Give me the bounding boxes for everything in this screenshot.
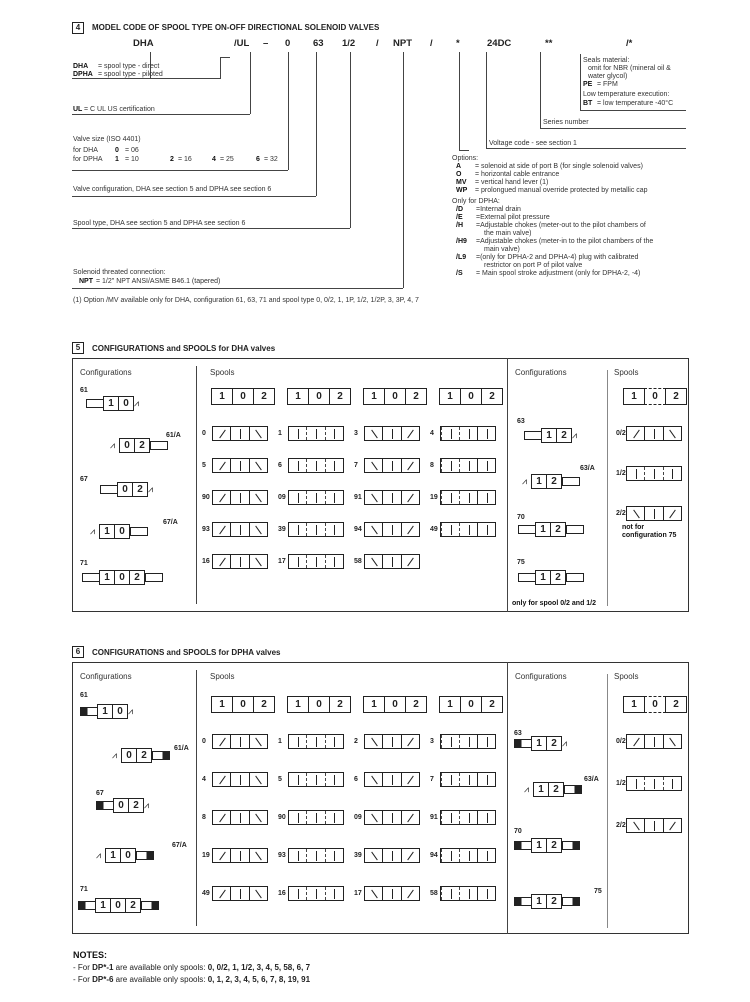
dha-spool-39-symbol: [288, 522, 344, 537]
opt-o: O: [456, 171, 462, 178]
notes-line-2: - For DP*-6 are available only spools: 0, 1, 2, 3, 4, 5, 6, 7, 8, 19, 91: [73, 975, 311, 984]
dpha-size-4-val: = 25: [220, 156, 234, 163]
dha-size: 0: [115, 147, 119, 154]
spring-icon: ⩘: [522, 476, 528, 486]
dha-spool-91-label: 91: [354, 494, 362, 501]
section-5-number: 5: [72, 342, 84, 354]
for-dpha: for DPHA: [73, 156, 103, 163]
opt-wp: WP: [456, 187, 468, 194]
dha-spool-3-symbol: [364, 426, 420, 441]
dpha-spool-4-label: 4: [202, 776, 206, 783]
dpha-spool-17-symbol: [364, 886, 420, 901]
dha-spool-91-symbol: [364, 490, 420, 505]
spring-icon: ⩘: [90, 526, 96, 536]
pilot-solenoid-icon: [514, 897, 532, 906]
dha-configurations-header: Configurations: [80, 368, 132, 377]
dpha-opt-h: /H: [456, 222, 463, 229]
dpha-spool-4-symbol: [212, 772, 268, 787]
for-dha: for DHA: [73, 147, 98, 154]
dpha-opt-e: /E: [456, 214, 463, 221]
dpha-opt-s: /S: [456, 270, 463, 277]
dpha-cfg-67-symbol: 0 2 ⩘: [96, 798, 154, 813]
dpha-opt-h9: /H9: [456, 238, 467, 245]
dpha-opt-s-desc: = Main spool stroke adjustment (only for DPHA-2, -4): [476, 270, 641, 277]
bt-label: BT: [583, 100, 593, 107]
dpha-cfg-63-symbol: 1 2 ⩘: [514, 736, 572, 751]
code-series: **: [545, 38, 553, 49]
spool-type-text: Spool type, DHA see section 5 and DPHA see section 6: [73, 220, 246, 227]
dha-cfg-63a-symbol: ⩘ 1 2: [522, 474, 580, 489]
notes-line-1: - For DP*-1 are available only spools: 0, 0/2, 1, 1/2, 3, 4, 5, 58, 6, 7: [73, 963, 311, 972]
pilot-solenoid-icon: [80, 707, 98, 716]
dha-not-for: not for: [622, 524, 645, 531]
dha-spool-09-label: 09: [278, 494, 286, 501]
dha-spool-8-symbol: [440, 458, 496, 473]
dha-spool-3-label: 3: [354, 430, 358, 437]
notes-title: NOTES:: [73, 950, 108, 960]
spring-icon: ⩘: [572, 430, 578, 440]
dpha-spool-header-2: 1 0 2: [288, 696, 351, 713]
seals-line-2: omit for NBR (mineral oil &: [588, 65, 671, 72]
dha-spool-header-4: 1 0 2: [440, 388, 503, 405]
dpha-configurations-header-right: Configurations: [515, 672, 567, 681]
dpha-size-6-val: = 32: [264, 156, 278, 163]
dpha-spool-2-symbol: [364, 734, 420, 749]
spring-icon: ⩘: [562, 738, 568, 748]
dpha-opt-h9-desc: =Adjustable chokes (meter-in to the pilot chambers of the: [476, 238, 654, 245]
section-4-number: 4: [72, 22, 84, 34]
dha-spool-90-symbol: [212, 490, 268, 505]
dpha-cfg-61a-symbol: ⩘ 0 2: [112, 748, 170, 763]
dpha-spool-91-symbol: [440, 810, 496, 825]
dpha-spool-0-label: 0: [202, 738, 206, 745]
voltage-text: Voltage code - see section 1: [489, 140, 577, 147]
code-npt: NPT: [393, 38, 412, 49]
ul-desc: = C UL US certification: [84, 106, 155, 113]
dha-cfg-63a: 63/A: [580, 465, 595, 472]
dha-cfg-67a-symbol: ⩘ 1 0: [90, 524, 148, 539]
dpha-cfg-71-symbol: 1 0 2: [78, 898, 159, 913]
options-title: Options:: [452, 155, 479, 162]
dha-desc: = spool type - direct: [98, 63, 160, 70]
pilot-solenoid-icon: [78, 901, 96, 910]
dpha-label: DPHA: [73, 71, 93, 78]
solenoid-icon: [145, 573, 163, 582]
npt-desc: = 1/2" NPT ANSI/ASME B46.1 (tapered): [96, 278, 221, 285]
dha-spool-49-label: 49: [430, 526, 438, 533]
dpha-right-spool-1-2-symbol: [626, 776, 682, 791]
footnote: (1) Option /MV available only for DHA, configuration 61, 63, 71 and spool type 0, 0/2, 1, 1P, 1/2, 1/2P, 3, 3P, 4, 7: [73, 297, 419, 304]
dpha-right-spool-2-2-label: 2/2: [616, 822, 626, 829]
dha-spool-0-symbol: [212, 426, 268, 441]
dpha-size-1: 1: [115, 156, 119, 163]
dha-spool-39-label: 39: [278, 526, 286, 533]
solenoid-icon: [130, 527, 148, 536]
opt-mv-desc: = vertical hand lever (1): [475, 179, 549, 186]
dha-cfg-71-symbol: 1 0 2: [82, 570, 163, 585]
dpha-right-spool-2-2-symbol: [626, 818, 682, 833]
dpha-spool-09-symbol: [364, 810, 420, 825]
dpha-cfg-75-symbol: 1 2: [514, 894, 580, 909]
dpha-spool-94-symbol: [440, 848, 496, 863]
dpha-spool-90-symbol: [288, 810, 344, 825]
dpha-spool-09-label: 09: [354, 814, 362, 821]
dpha-spool-header-1: 1 0 2: [212, 696, 275, 713]
dha-spool-17-symbol: [288, 554, 344, 569]
dha-only-for: only for spool 0/2 and 1/2: [512, 600, 597, 607]
opt-mv: MV: [456, 179, 467, 186]
dha-cfg-61-symbol: 1 0 ⩘: [86, 396, 144, 411]
solenoid-conn-text: Solenoid threated connection:: [73, 269, 166, 276]
dpha-opt-l9-desc: =(only for DPHA-2 and DPHA-4) plug with calibrated: [476, 254, 639, 261]
dpha-spool-6-label: 6: [354, 776, 358, 783]
pilot-solenoid-icon: [562, 897, 580, 906]
code-dha: DHA: [133, 38, 154, 49]
dha-spool-94-symbol: [364, 522, 420, 537]
solenoid-icon: [566, 573, 584, 582]
dha-config75: configuration 75: [622, 532, 677, 539]
solenoid-icon: [82, 573, 100, 582]
opt-o-desc: = horizontal cable entrance: [475, 171, 560, 178]
solenoid-icon: [86, 399, 104, 408]
dpha-spool-49-label: 49: [202, 890, 210, 897]
dha-cfg-63: 63: [517, 418, 525, 425]
dha-right-spool-header: 1 0 2: [624, 388, 687, 405]
dpha-opt-h9-desc-2: main valve): [484, 246, 520, 253]
dpha-spool-8-label: 8: [202, 814, 206, 821]
solenoid-icon: [100, 485, 118, 494]
npt-label: NPT: [79, 278, 93, 285]
valve-size-title: Valve size (ISO 4401): [73, 136, 141, 143]
dha-spool-16-label: 16: [202, 558, 210, 565]
solenoid-icon: [150, 441, 168, 450]
dpha-size-2-val: = 16: [178, 156, 192, 163]
pilot-solenoid-icon: [96, 801, 114, 810]
dpha-spool-49-symbol: [212, 886, 268, 901]
dpha-right-spool-0-2-label: 0/2: [616, 738, 626, 745]
section-5-title: CONFIGURATIONS and SPOOLS for DHA valves: [92, 344, 276, 353]
dha-cfg-70-symbol: 1 2: [518, 522, 584, 537]
dha-spool-17-label: 17: [278, 558, 286, 565]
dha-spool-16-symbol: [212, 554, 268, 569]
solenoid-icon: [518, 525, 536, 534]
dha-spool-19-label: 19: [430, 494, 438, 501]
dha-spool-header-3: 1 0 2: [364, 388, 427, 405]
dha-cfg-67a: 67/A: [163, 519, 178, 526]
spring-icon: ⩘: [144, 800, 150, 810]
dha-cfg-61a: 61/A: [166, 432, 181, 439]
dha-spool-8-label: 8: [430, 462, 434, 469]
spring-icon: ⩘: [134, 398, 140, 408]
solenoid-icon: [566, 525, 584, 534]
dpha-spool-header-3: 1 0 2: [364, 696, 427, 713]
code-voltage: 24DC: [487, 38, 512, 49]
dpha-spool-17-label: 17: [354, 890, 362, 897]
pilot-solenoid-icon: [514, 841, 532, 850]
dpha-cfg-71: 71: [80, 886, 88, 893]
code-ul: /UL: [234, 38, 250, 49]
dha-spool-7-label: 7: [354, 462, 358, 469]
bt-desc: = low temperature -40°C: [597, 100, 674, 107]
pe-label: PE: [583, 81, 593, 88]
dpha-cfg-67a: 67/A: [172, 842, 187, 849]
dpha-spool-39-symbol: [364, 848, 420, 863]
dha-label: DHA: [73, 63, 89, 70]
dpha-spool-19-symbol: [212, 848, 268, 863]
dpha-size-6: 6: [256, 156, 260, 163]
dpha-size-4: 4: [212, 156, 216, 163]
dha-spool-49-symbol: [440, 522, 496, 537]
dpha-size-2: 2: [170, 156, 174, 163]
spring-icon: ⩘: [148, 484, 154, 494]
dha-spool-header-2: 1 0 2: [288, 388, 351, 405]
dpha-spool-93-symbol: [288, 848, 344, 863]
dpha-spool-90-label: 90: [278, 814, 286, 821]
dpha-cfg-63: 63: [514, 730, 522, 737]
dha-spool-5-label: 5: [202, 462, 206, 469]
dha-cfg-71: 71: [80, 560, 88, 567]
pilot-solenoid-icon: [141, 901, 159, 910]
dpha-spool-93-label: 93: [278, 852, 286, 859]
dpha-spools-header-right: Spools: [614, 672, 639, 681]
solenoid-icon: [518, 573, 536, 582]
dpha-desc: = spool type - piloted: [98, 71, 163, 78]
code-slash-2: /: [430, 38, 433, 49]
dha-spool-6-symbol: [288, 458, 344, 473]
dpha-opt-h-desc-2: the main valve): [484, 230, 532, 237]
ul-label: UL: [73, 106, 83, 113]
dpha-spool-3-label: 3: [430, 738, 434, 745]
dha-spool-header-1: 1 0 2: [212, 388, 275, 405]
dha-spool-4-symbol: [440, 426, 496, 441]
dpha-opt-l9-desc-2: restrictor on port P of pilot valve: [484, 262, 583, 269]
dha-spool-58-label: 58: [354, 558, 362, 565]
dha-right-spool-0-2-label: 0/2: [616, 430, 626, 437]
code-size: 0: [285, 38, 291, 49]
dpha-spool-94-label: 94: [430, 852, 438, 859]
dha-cfg-61: 61: [80, 387, 88, 394]
dpha-spool-2-label: 2: [354, 738, 358, 745]
dpha-spool-7-label: 7: [430, 776, 434, 783]
dpha-right-spool-header: 1 0 2: [624, 696, 687, 713]
dpha-opt-e-desc: =External pilot pressure: [476, 214, 550, 221]
spring-icon: ⩘: [112, 750, 118, 760]
dha-right-spool-2-2-label: 2/2: [616, 510, 626, 517]
dha-configurations-header-right: Configurations: [515, 368, 567, 377]
opt-a: A: [456, 163, 462, 170]
pilot-solenoid-icon: [152, 751, 170, 760]
dpha-only-title: Only for DPHA:: [452, 198, 500, 205]
dpha-opt-h-desc: =Adjustable chokes (meter-out to the pilot chambers of: [476, 222, 646, 229]
dpha-cfg-75: 75: [594, 888, 602, 895]
solenoid-icon: [524, 431, 542, 440]
dha-spool-0-label: 0: [202, 430, 206, 437]
dpha-cfg-63a-symbol: ⩘ 1 2: [524, 782, 582, 797]
dha-right-spool-1-2-label: 1/2: [616, 470, 626, 477]
dpha-spool-3-symbol: [440, 734, 496, 749]
opt-wp-desc: = prolongued manual override protected by metallic cap: [475, 187, 648, 194]
dha-spool-6-label: 6: [278, 462, 282, 469]
dha-right-spool-2-2-symbol: [626, 506, 682, 521]
dpha-cfg-67a-symbol: ⩘ 1 0: [96, 848, 154, 863]
dpha-size-1-val: = 10: [125, 156, 139, 163]
dpha-spool-header-4: 1 0 2: [440, 696, 503, 713]
dha-right-spool-0-2-symbol: [626, 426, 682, 441]
spring-icon: ⩘: [96, 850, 102, 860]
dpha-cfg-61-symbol: 1 0 ⩘: [80, 704, 138, 719]
dpha-cfg-61a: 61/A: [174, 745, 189, 752]
dpha-cfg-70: 70: [514, 828, 522, 835]
low-temp: Low temperature execution:: [583, 91, 670, 98]
dha-spool-7-symbol: [364, 458, 420, 473]
series-text: Series number: [543, 119, 589, 126]
dha-size-val: = 06: [125, 147, 139, 154]
pilot-solenoid-icon: [564, 785, 582, 794]
dha-right-spool-1-2-symbol: [626, 466, 682, 481]
dha-spool-90-label: 90: [202, 494, 210, 501]
dpha-spool-1-label: 1: [278, 738, 282, 745]
dpha-spool-5-symbol: [288, 772, 344, 787]
dha-cfg-63-symbol: 1 2 ⩘: [524, 428, 582, 443]
dpha-spool-8-symbol: [212, 810, 268, 825]
dpha-spool-58-symbol: [440, 886, 496, 901]
dpha-spool-91-label: 91: [430, 814, 438, 821]
dpha-cfg-61: 61: [80, 692, 88, 699]
dha-cfg-75: 75: [517, 559, 525, 566]
dpha-cfg-70-symbol: 1 2: [514, 838, 580, 853]
seals-line-3: water glycol): [588, 73, 628, 80]
code-slash-1: /: [376, 38, 379, 49]
dpha-spool-39-label: 39: [354, 852, 362, 859]
spring-icon: ⩘: [110, 440, 116, 450]
dha-spools-header: Spools: [210, 368, 235, 377]
dpha-spools-header: Spools: [210, 672, 235, 681]
dpha-opt-d-desc: =Internal drain: [476, 206, 521, 213]
dpha-spool-1-symbol: [288, 734, 344, 749]
dha-cfg-75-symbol: 1 2: [518, 570, 584, 585]
dha-cfg-70: 70: [517, 514, 525, 521]
seals-line-1: Seals material:: [583, 57, 630, 64]
opt-a-desc: = solenoid at side of port B (for single solenoid valves): [475, 163, 643, 170]
dha-spool-58-symbol: [364, 554, 420, 569]
dpha-right-spool-1-2-label: 1/2: [616, 780, 626, 787]
dpha-opt-l9: /L9: [456, 254, 467, 261]
code-dash: –: [263, 38, 269, 49]
dha-spool-09-symbol: [288, 490, 344, 505]
code-seals: /*: [626, 38, 633, 49]
dpha-opt-d: /D: [456, 206, 463, 213]
code-spool: 1/2: [342, 38, 356, 49]
pilot-solenoid-icon: [562, 841, 580, 850]
dha-cfg-67-symbol: 0 2 ⩘: [100, 482, 158, 497]
dpha-spool-5-label: 5: [278, 776, 282, 783]
dha-spool-5-symbol: [212, 458, 268, 473]
dha-spool-1-label: 1: [278, 430, 282, 437]
dpha-spool-58-label: 58: [430, 890, 438, 897]
dha-spool-4-label: 4: [430, 430, 434, 437]
dpha-spool-0-symbol: [212, 734, 268, 749]
dpha-spool-7-symbol: [440, 772, 496, 787]
section-4-title: MODEL CODE OF SPOOL TYPE ON-OFF DIRECTIONAL SOLENOID VALVES: [92, 23, 380, 32]
solenoid-icon: [562, 477, 580, 486]
dha-spool-93-label: 93: [202, 526, 210, 533]
spring-icon: ⩘: [524, 784, 530, 794]
pilot-solenoid-icon: [136, 851, 154, 860]
dha-cfg-67: 67: [80, 476, 88, 483]
dpha-spool-16-symbol: [288, 886, 344, 901]
section-6-title: CONFIGURATIONS and SPOOLS for DPHA valves: [92, 648, 281, 657]
dha-spool-19-symbol: [440, 490, 496, 505]
dpha-spool-19-label: 19: [202, 852, 210, 859]
code-star: *: [456, 38, 460, 49]
dpha-configurations-header: Configurations: [80, 672, 132, 681]
dha-spool-93-symbol: [212, 522, 268, 537]
pe-desc: = FPM: [597, 81, 618, 88]
dha-spool-94-label: 94: [354, 526, 362, 533]
valve-config-text: Valve configuration, DHA see section 5 and DPHA see section 6: [73, 186, 272, 193]
dpha-spool-6-symbol: [364, 772, 420, 787]
section-6-number: 6: [72, 646, 84, 658]
dpha-spool-16-label: 16: [278, 890, 286, 897]
spring-icon: ⩘: [128, 706, 134, 716]
dpha-cfg-67: 67: [96, 790, 104, 797]
dha-spools-header-right: Spools: [614, 368, 639, 377]
pilot-solenoid-icon: [514, 739, 532, 748]
dha-spool-1-symbol: [288, 426, 344, 441]
dpha-cfg-63a: 63/A: [584, 776, 599, 783]
dha-cfg-61a-symbol: ⩘ 0 2: [110, 438, 168, 453]
dpha-right-spool-0-2-symbol: [626, 734, 682, 749]
code-config: 63: [313, 38, 324, 49]
